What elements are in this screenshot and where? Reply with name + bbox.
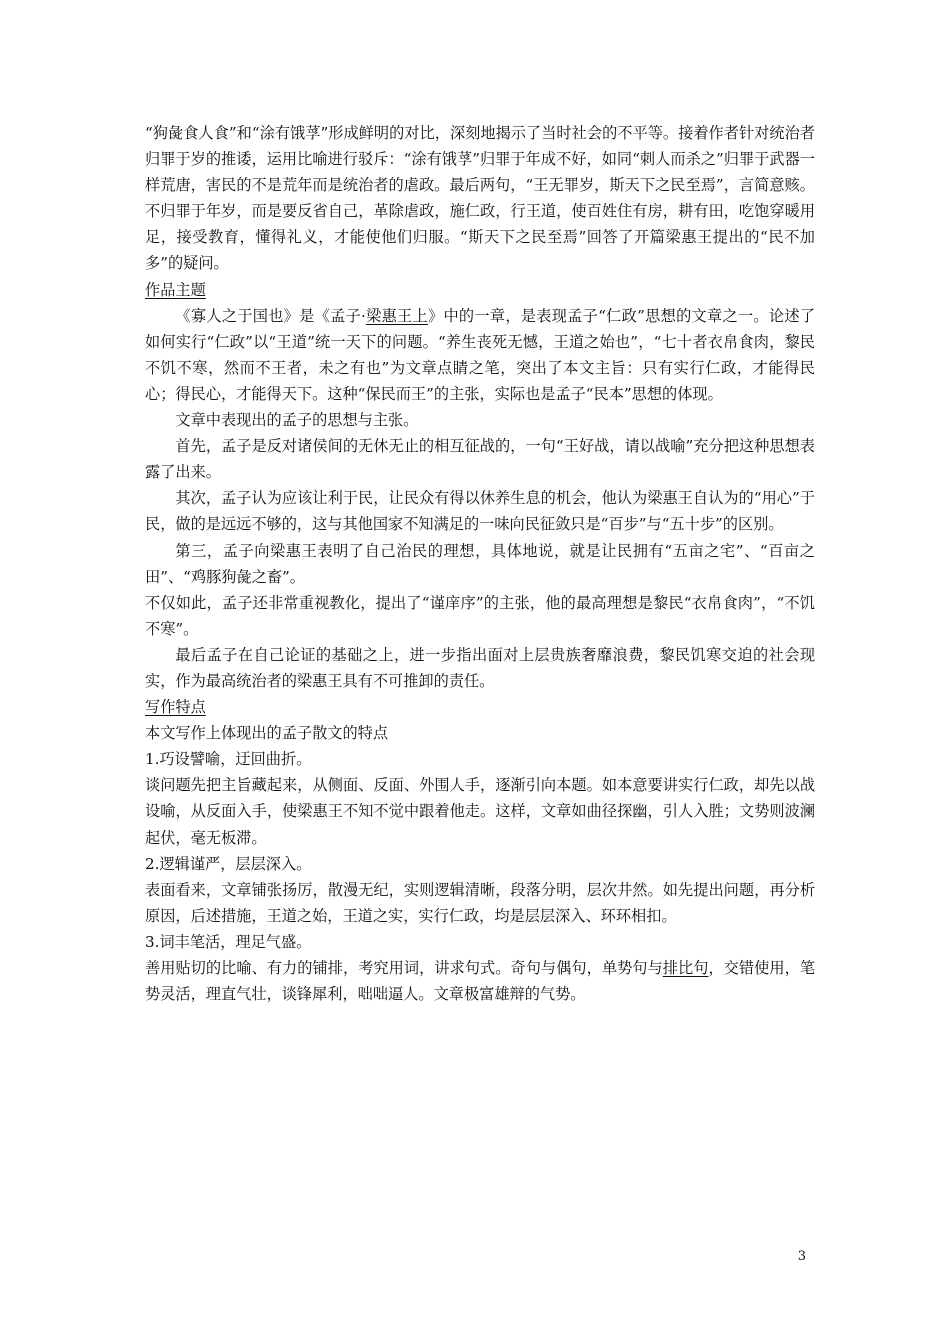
section-heading-writing: 写作特点: [145, 698, 206, 717]
parallelism-link[interactable]: 排比句: [662, 959, 709, 977]
point-3-text-b: ，交错使用，笔势灵活，理直气壮，谈锋犀利，咄咄逼人。文章极富雄辩的气势。: [145, 959, 816, 1004]
point-3-body: [145, 955, 815, 1007]
theme-paragraph-3: 首先，孟子是反对诸侯间的无休无止的相互征战的，一句“王好战，请以战喻”充分把这种思想表露了出来。: [145, 437, 815, 482]
theme-paragraph-4: 其次，孟子认为应该让利于民，让民众有得以休养生息的机会，他认为梁惠王自认为的“用心”于民，做的是远远不够的，这与其他国家不知满足的一味向民征敛只是“百步”与“五十步”的区别。: [145, 489, 815, 534]
point-3-title: 3.词丰笔活，理足气盛。: [145, 932, 312, 951]
point-1-body: 谈问题先把主旨藏起来，从侧面、反面、外围人手，逐渐引向本题。如本意要讲实行仁政，却先以战设喻，从反面入手，使梁惠王不知不觉中跟着他走。这样，文章如曲径探幽，引人入胜；文势则波澜起伏，毫无板滞。: [145, 776, 815, 847]
writing-intro: 本文写作上体现出的孟子散文的特点: [145, 724, 388, 743]
theme-paragraph-6: 不仅如此，孟子还非常重视教化，提出了“谨庠序”的主张，他的最高理想是黎民“衣帛食肉”，“不饥不寒”。: [145, 593, 815, 638]
page-number: 3: [797, 1249, 806, 1264]
point-2-body: 表面看来，文章铺张扬厉，散漫无纪，实则逻辑清晰，段落分明，层次井然。如先提出问题，再分析原因，后述措施，王道之始，王道之实，实行仁政，均是层层深入、环环相扣。: [145, 880, 815, 925]
theme-paragraph-2: 文章中表现出的孟子的思想与主张。: [175, 411, 419, 430]
theme-paragraph-5: 第三，孟子向梁惠王表明了自己治民的理想，具体地说，就是让民拥有“五亩之宅”、“百亩之田”、“鸡豚狗彘之畜”。: [145, 541, 815, 586]
point-3-text-a: 善用贴切的比喻、有力的铺排，考究用词，讲求句式。奇句与偶句，单势句与: [145, 959, 663, 977]
point-2-title: 2.逻辑谨严，层层深入。: [145, 854, 312, 873]
theme-text-b: 》中的一章，是表现孟子“仁政”思想的文章之一。论述了如何实行“仁政”以“王道”统一天下的问题。“养生丧死无憾，王道之始也”，“七十者衣帛食肉，黎民不饥不寒，然而不王者，未之有也”为文章点睛之笔，突出了本文主旨：只有实行仁政，才能得民心；得民心，才能得天下。这种“保民而王”的主张，实际也是孟子“民本”思想的体现。: [145, 306, 816, 403]
intro-paragraph: “狗彘食人食”和“涂有饿莩”形成鲜明的对比，深刻地揭示了当时社会的不平等。接着作者针对统治者归罪于岁的推诿，运用比喻进行驳斥：“涂有饿莩”归罪于年成不好，如同“刺人而杀之”归罪于武器一样荒唐，害民的不是荒年而是统治者的虐政。最后两句，“王无罪岁，斯天下之民至焉”，言简意赅。不归罪于年岁，而是要反省自己，革除虐政，施仁政，行王道，使百姓住有房，耕有田，吃饱穿暖用足，接受教育，懂得礼义，才能使他们归服。“斯天下之民至焉”回答了开篇梁惠王提出的“民不加多”的疑问。: [145, 124, 815, 273]
theme-paragraph-1: [145, 303, 815, 407]
source-link[interactable]: 梁惠王上: [365, 306, 428, 325]
document-body: [145, 120, 815, 1007]
section-heading-theme: 作品主题: [145, 280, 206, 299]
theme-text-a: 《寡人之于国也》是《孟子·: [175, 306, 366, 325]
theme-paragraph-7: 最后孟子在自己论证的基础之上，进一步指出面对上层贵族奢靡浪费，黎民饥寒交迫的社会现实，作为最高统治者的梁惠王具有不可推卸的责任。: [145, 645, 815, 690]
point-1-title: 1.巧设譬喻，迂回曲折。: [145, 750, 312, 769]
